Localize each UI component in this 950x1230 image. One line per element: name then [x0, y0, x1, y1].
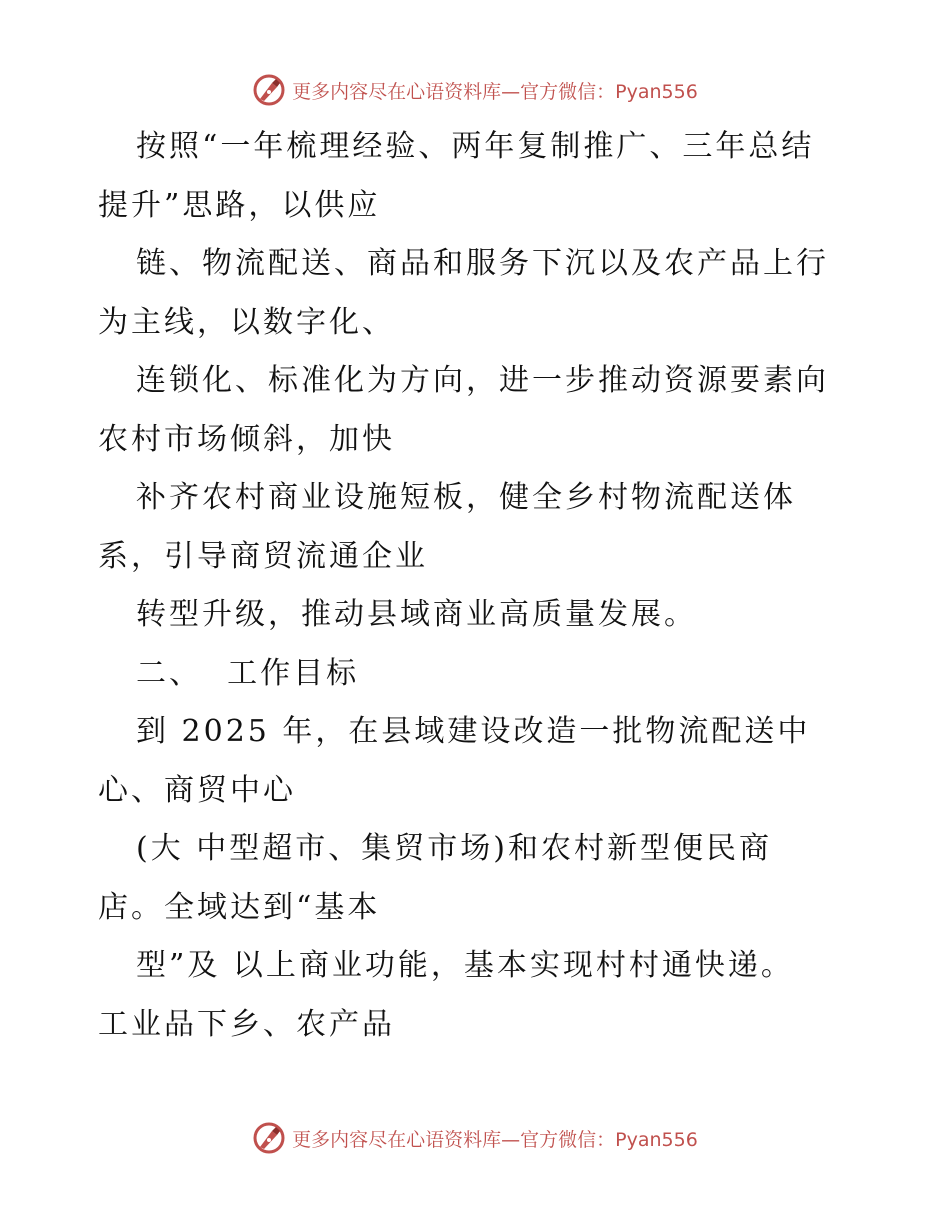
pen-nib-logo-icon	[252, 73, 286, 107]
paragraph-line: 转型升级，推动县域商业高质量发展。	[136, 597, 697, 632]
paragraph-line: 提升”思路，以供应	[98, 187, 381, 223]
paragraph-line: 链、物流配送、商品和服务下沉以及农产品上行	[136, 246, 829, 281]
paragraph	[98, 820, 878, 937]
paragraph-line: 连锁化、标准化为方向，进一步推动资源要素向	[136, 363, 829, 398]
paragraph	[98, 937, 878, 1054]
paragraph-line: 心、商贸中心	[98, 772, 296, 808]
paragraph-line: (大 中型超市、集贸市场)和农村新型便民商	[136, 831, 772, 866]
paragraph	[98, 586, 878, 645]
watermark-text: 更多内容尽在心语资料库—官方微信：Pyan556	[292, 80, 698, 103]
paragraph-line: 按照“一年梳理经验、两年复制推广、三年总结	[136, 129, 815, 164]
paragraph-line: 店。全域达到“基本	[98, 889, 381, 925]
header-watermark	[0, 70, 950, 110]
paragraph-line: 补齐农村商业设施短板，健全乡村物流配送体	[136, 480, 796, 515]
pen-nib-logo-icon	[252, 1121, 286, 1155]
paragraph	[98, 703, 878, 820]
paragraph-line: 为主线，以数字化、	[98, 304, 395, 340]
section-heading: 二、 工作目标	[136, 655, 360, 691]
paragraph	[98, 235, 878, 352]
paragraph-line: 农村市场倾斜，加快	[98, 421, 395, 457]
paragraph-line: 工业品下乡、农产品	[98, 1006, 395, 1042]
footer-watermark	[0, 1118, 950, 1158]
paragraph	[98, 118, 878, 235]
paragraph	[98, 352, 878, 469]
paragraph-line: 型”及 以上商业功能，基本实现村村通快递。	[136, 948, 794, 983]
paragraph-line: 到 2025 年，在县域建设改造一批物流配送中	[136, 714, 811, 749]
document-body	[98, 118, 878, 1054]
paragraph	[98, 469, 878, 586]
watermark-text: 更多内容尽在心语资料库—官方微信：Pyan556	[292, 1128, 698, 1151]
paragraph-line: 系，引导商贸流通企业	[98, 538, 428, 574]
